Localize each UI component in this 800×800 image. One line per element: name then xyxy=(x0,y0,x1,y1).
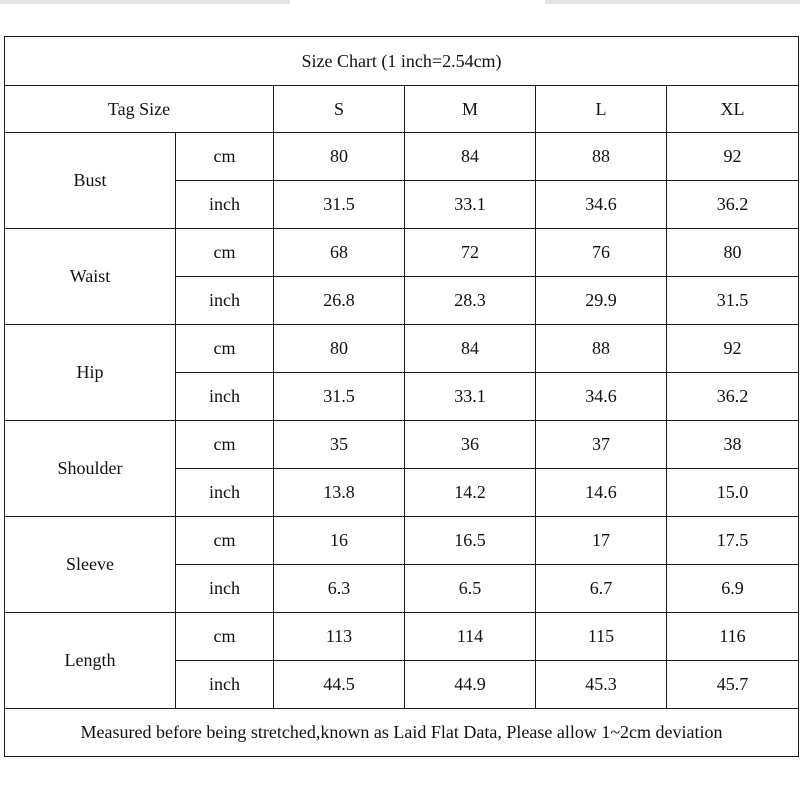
unit-label: inch xyxy=(176,277,274,325)
unit-label: inch xyxy=(176,373,274,421)
table-cell: 29.9 xyxy=(536,277,667,325)
table-cell: 116 xyxy=(667,613,799,661)
table-cell: 13.8 xyxy=(274,469,405,517)
table-cell: 33.1 xyxy=(405,181,536,229)
top-strip-right xyxy=(545,0,800,4)
table-cell: 33.1 xyxy=(405,373,536,421)
measure-label-bust: Bust xyxy=(5,133,176,229)
table-cell: 31.5 xyxy=(667,277,799,325)
table-row xyxy=(5,613,799,661)
table-row xyxy=(5,421,799,469)
size-header-s: S xyxy=(274,86,405,133)
table-cell: 45.7 xyxy=(667,661,799,709)
unit-label: inch xyxy=(176,469,274,517)
unit-label: inch xyxy=(176,661,274,709)
table-cell: 6.7 xyxy=(536,565,667,613)
measure-label-sleeve: Sleeve xyxy=(5,517,176,613)
table-cell: 34.6 xyxy=(536,181,667,229)
table-cell: 6.3 xyxy=(274,565,405,613)
unit-label: cm xyxy=(176,229,274,277)
header-row xyxy=(5,86,799,133)
table-cell: 15.0 xyxy=(667,469,799,517)
unit-label: cm xyxy=(176,613,274,661)
table-cell: 14.2 xyxy=(405,469,536,517)
table-cell: 34.6 xyxy=(536,373,667,421)
measure-label-hip: Hip xyxy=(5,325,176,421)
size-header-m: M xyxy=(405,86,536,133)
table-cell: 35 xyxy=(274,421,405,469)
measure-label-waist: Waist xyxy=(5,229,176,325)
table-cell: 115 xyxy=(536,613,667,661)
table-cell: 45.3 xyxy=(536,661,667,709)
table-cell: 16.5 xyxy=(405,517,536,565)
table-cell: 80 xyxy=(667,229,799,277)
table-cell: 28.3 xyxy=(405,277,536,325)
table-cell: 44.9 xyxy=(405,661,536,709)
chart-title: Size Chart (1 inch=2.54cm) xyxy=(5,37,799,86)
top-strip-left xyxy=(0,0,290,4)
measure-label-shoulder: Shoulder xyxy=(5,421,176,517)
unit-label: cm xyxy=(176,133,274,181)
table-cell: 84 xyxy=(405,133,536,181)
table-row xyxy=(5,517,799,565)
table-cell: 88 xyxy=(536,133,667,181)
table-cell: 36 xyxy=(405,421,536,469)
table-cell: 92 xyxy=(667,325,799,373)
unit-label: cm xyxy=(176,421,274,469)
table-cell: 113 xyxy=(274,613,405,661)
table-row xyxy=(5,229,799,277)
unit-label: inch xyxy=(176,181,274,229)
table-cell: 17.5 xyxy=(667,517,799,565)
table-cell: 44.5 xyxy=(274,661,405,709)
table-cell: 88 xyxy=(536,325,667,373)
tag-size-header: Tag Size xyxy=(5,86,274,133)
table-cell: 36.2 xyxy=(667,373,799,421)
table-cell: 17 xyxy=(536,517,667,565)
table-cell: 6.5 xyxy=(405,565,536,613)
size-header-xl: XL xyxy=(667,86,799,133)
table-cell: 80 xyxy=(274,325,405,373)
table-cell: 84 xyxy=(405,325,536,373)
measure-label-length: Length xyxy=(5,613,176,709)
table-cell: 16 xyxy=(274,517,405,565)
unit-label: cm xyxy=(176,325,274,373)
table-cell: 76 xyxy=(536,229,667,277)
size-header-l: L xyxy=(536,86,667,133)
title-row xyxy=(5,37,799,86)
table-cell: 37 xyxy=(536,421,667,469)
table-cell: 36.2 xyxy=(667,181,799,229)
table-cell: 92 xyxy=(667,133,799,181)
table-row xyxy=(5,133,799,181)
size-chart-table xyxy=(4,36,799,757)
measurement-note: Measured before being stretched,known as Laid Flat Data, Please allow 1~2cm deviation xyxy=(5,709,799,757)
table-cell: 80 xyxy=(274,133,405,181)
table-cell: 38 xyxy=(667,421,799,469)
table-cell: 68 xyxy=(274,229,405,277)
table-row xyxy=(5,325,799,373)
table-cell: 14.6 xyxy=(536,469,667,517)
table-cell: 31.5 xyxy=(274,373,405,421)
table-cell: 114 xyxy=(405,613,536,661)
unit-label: cm xyxy=(176,517,274,565)
unit-label: inch xyxy=(176,565,274,613)
table-cell: 72 xyxy=(405,229,536,277)
table-cell: 31.5 xyxy=(274,181,405,229)
footer-row xyxy=(5,709,799,757)
table-cell: 26.8 xyxy=(274,277,405,325)
table-cell: 6.9 xyxy=(667,565,799,613)
